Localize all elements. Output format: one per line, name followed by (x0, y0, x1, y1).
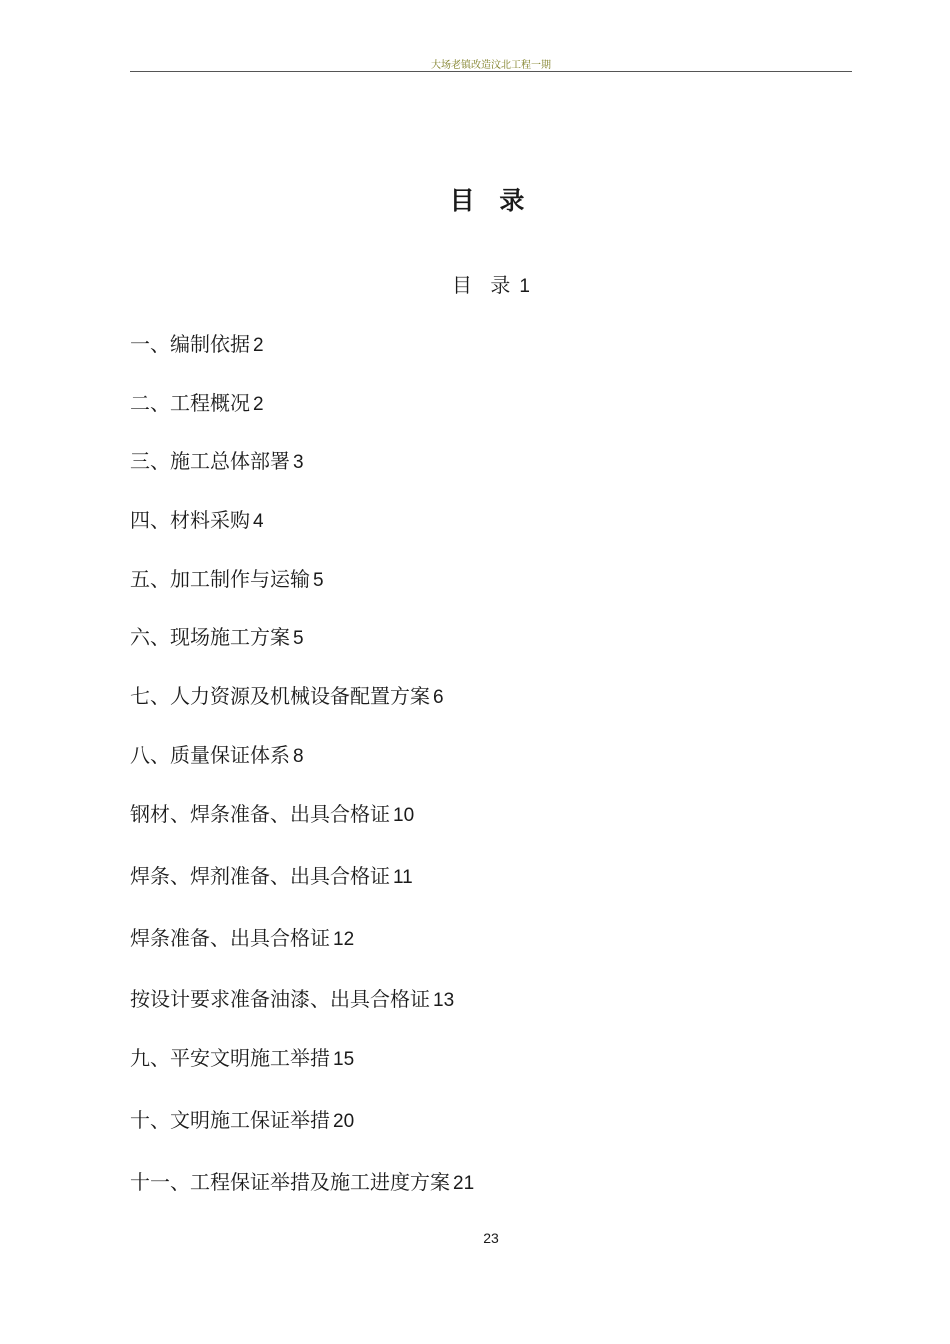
toc-entry-page: 21 (453, 1173, 475, 1194)
toc-entry (130, 682, 444, 712)
toc-entry-contents (130, 271, 852, 301)
toc-entry (130, 389, 264, 419)
toc-entry-page: 1 (519, 276, 530, 297)
toc-entry (130, 506, 264, 536)
toc-entry-page: 20 (333, 1111, 355, 1132)
toc-entry (130, 741, 304, 771)
toc-entry-text: 焊条准备、出具合格证 (130, 926, 330, 950)
toc-entry-text: 十一、工程保证举措及施工进度方案 (130, 1170, 450, 1194)
toc-entry-page: 11 (393, 867, 413, 888)
toc-entry-text: 八、质量保证体系 (130, 743, 290, 767)
toc-entry-text: 目 录 (452, 273, 517, 297)
toc-entry (130, 1106, 354, 1136)
toc-entry-text: 七、人力资源及机械设备配置方案 (130, 684, 430, 708)
toc-entry-text: 按设计要求准备油漆、出具合格证 (130, 987, 430, 1011)
toc-entry-page: 10 (393, 805, 415, 826)
toc-entry-text: 十、文明施工保证举措 (130, 1108, 330, 1132)
toc-entry-text: 九、平安文明施工举措 (130, 1046, 330, 1070)
toc-entry-page: 15 (333, 1049, 355, 1070)
toc-entry (130, 330, 264, 360)
toc-entry-text: 四、材料采购 (130, 508, 250, 532)
page-number: 23 (483, 1230, 499, 1246)
toc-entry-page: 4 (253, 511, 264, 532)
toc-entry (130, 623, 304, 653)
toc-entry (130, 565, 324, 595)
toc-entry (130, 924, 354, 954)
toc-entry-page: 5 (313, 570, 324, 591)
toc-entry-text: 一、编制依据 (130, 332, 250, 356)
toc-entry (130, 985, 454, 1015)
toc-entry-page: 6 (433, 687, 444, 708)
toc-entry-text: 钢材、焊条准备、出具合格证 (130, 802, 390, 826)
toc-entry (130, 862, 413, 892)
toc-entry (130, 800, 414, 830)
toc-entry-text: 二、工程概况 (130, 391, 250, 415)
toc-entry-text: 三、施工总体部署 (130, 449, 290, 473)
toc-entry-text: 焊条、焊剂准备、出具合格证 (130, 864, 390, 888)
toc-entry-text: 六、现场施工方案 (130, 625, 290, 649)
header-divider (130, 71, 852, 72)
toc-entry-page: 13 (433, 990, 455, 1011)
document-title: 目 录 (449, 186, 533, 215)
toc-entry (130, 447, 304, 477)
toc-entry-page: 12 (333, 929, 355, 950)
toc-entry-page: 2 (253, 335, 264, 356)
running-header: 大场老镇改造汶北工程一期 (431, 60, 551, 71)
toc-entry-page: 3 (293, 452, 304, 473)
toc-entry-page: 8 (293, 746, 304, 767)
toc-entry (130, 1168, 474, 1198)
toc-entry (130, 1044, 354, 1074)
toc-entry-page: 5 (293, 628, 304, 649)
toc-entry-text: 五、加工制作与运输 (130, 567, 310, 591)
toc-entry-page: 2 (253, 394, 264, 415)
